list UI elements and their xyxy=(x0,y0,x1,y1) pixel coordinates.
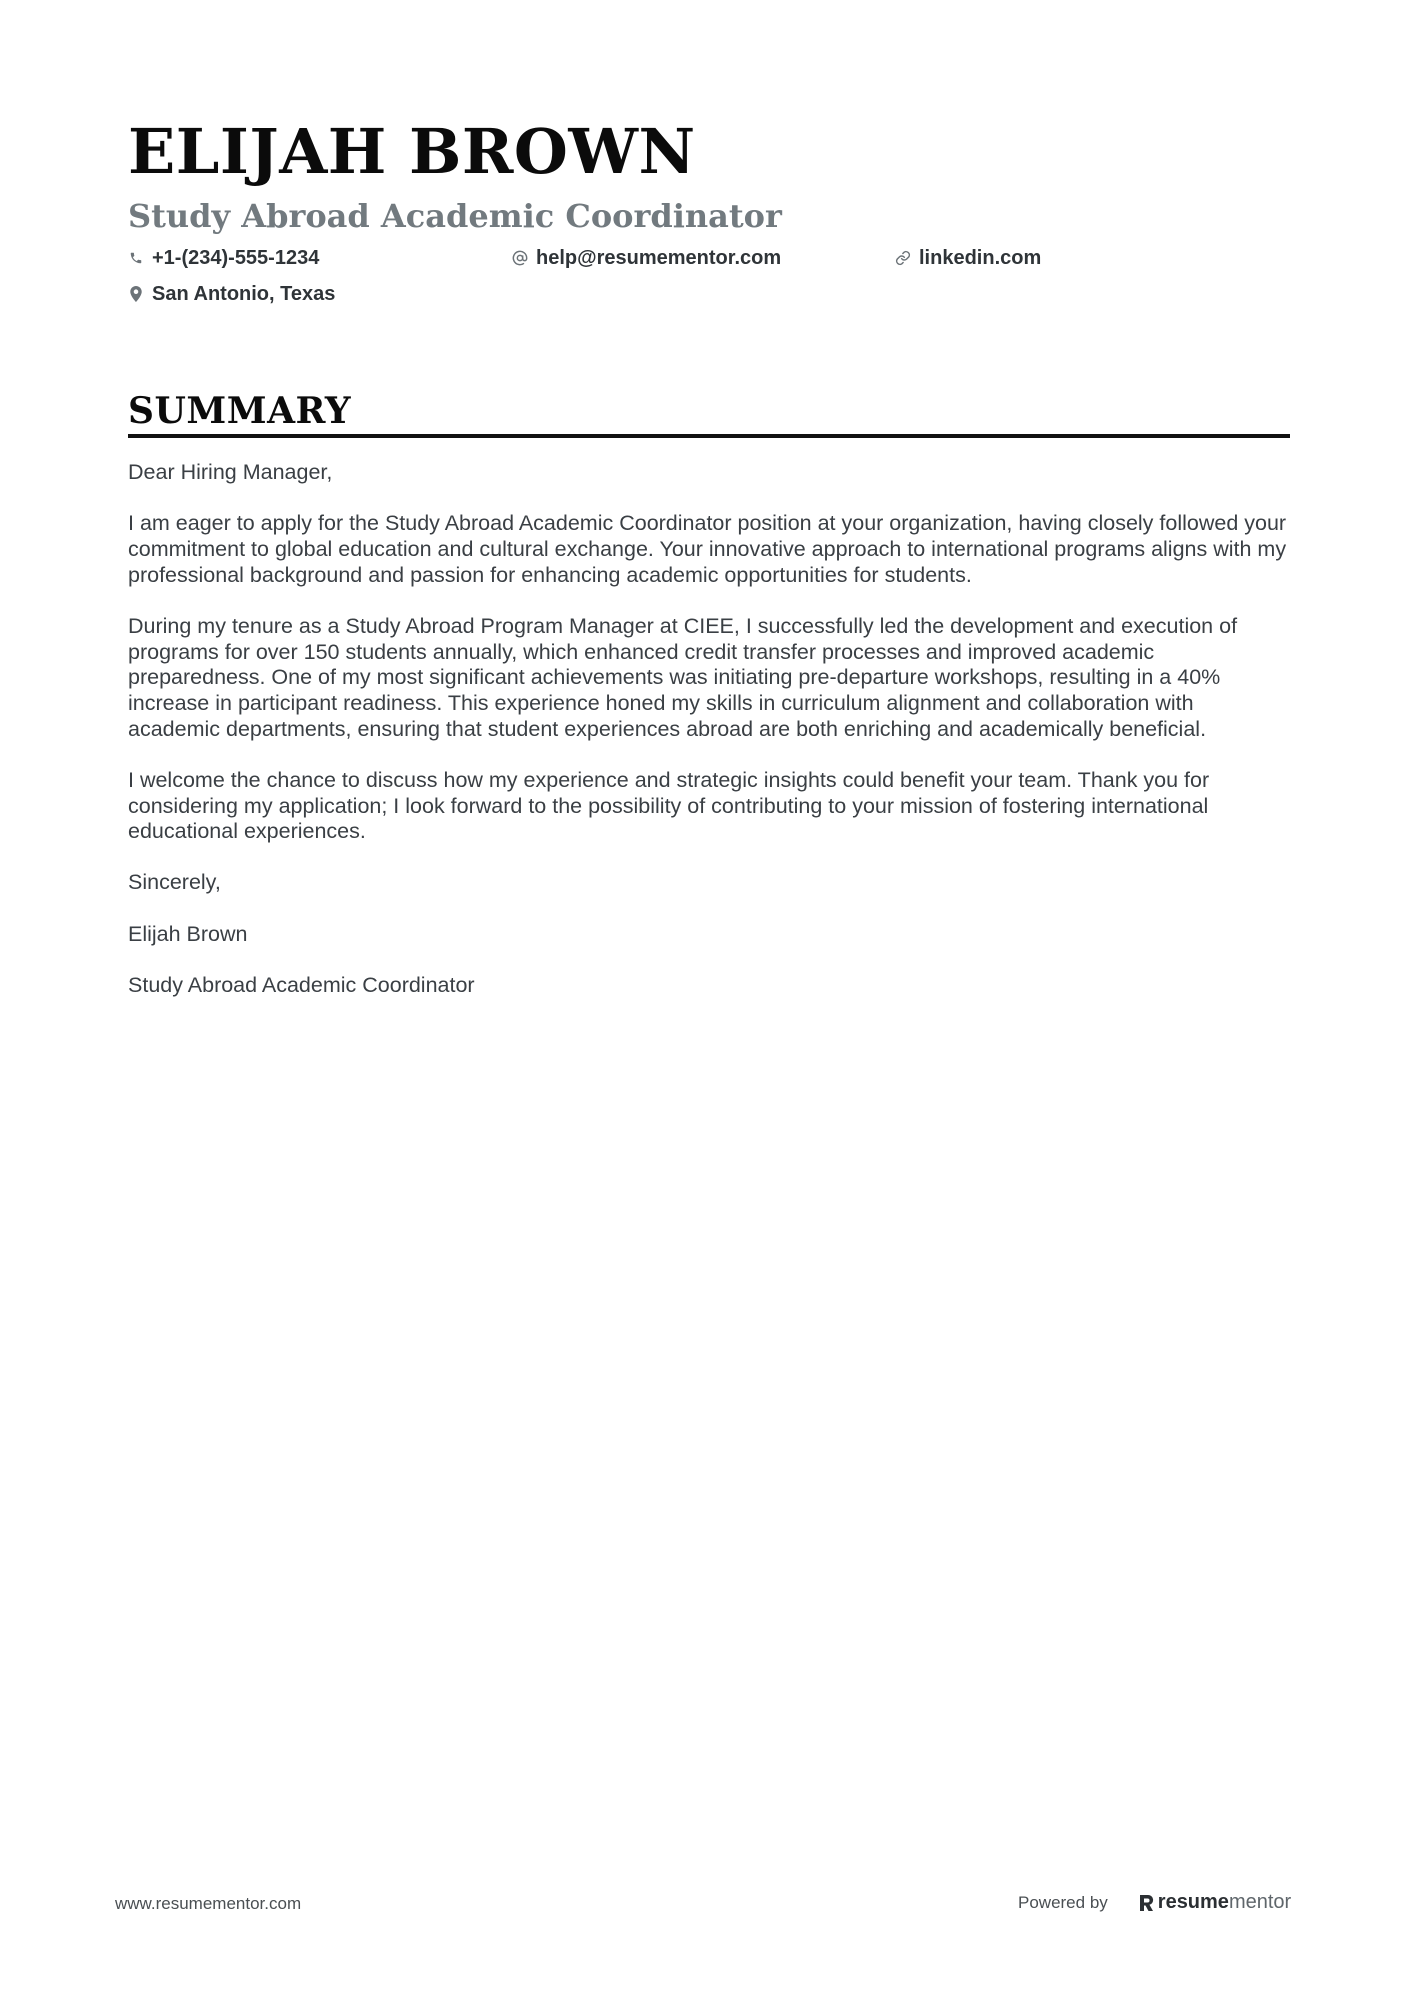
contact-info xyxy=(128,244,1290,316)
resumementor-logo-icon xyxy=(1138,1893,1154,1913)
contact-phone xyxy=(128,244,319,272)
section-heading: SUMMARY xyxy=(128,390,352,432)
phone-number: +1-(234)-555-1234 xyxy=(152,247,320,269)
letter-paragraph: I welcome the chance to discuss how my experience and strategic insights could benefit your team. Thank you for considering my application; I look forward to the possibility of contributing to your mission of fostering international educational experiences. xyxy=(128,767,1210,844)
letter-paragraph: I am eager to apply for the Study Abroad Academic Coordinator position at your organization, having closely followed your commitment to global education and cultural exchange. Your innovative approach to international programs aligns with my professional background and passion for enhancing academic opportunities for students. xyxy=(128,511,1287,587)
header xyxy=(128,112,1290,316)
location-pin-icon xyxy=(128,286,144,302)
at-icon xyxy=(512,250,528,266)
job-title: Study Abroad Academic Coordinator xyxy=(128,197,782,235)
contact-email xyxy=(512,244,781,272)
linkedin-link[interactable]: linkedin.com xyxy=(919,247,1042,269)
summary-section xyxy=(128,388,1290,1024)
salutation: Dear Hiring Manager, xyxy=(128,460,333,484)
signature-name: Elijah Brown xyxy=(128,921,248,946)
brand-logo[interactable] xyxy=(1138,1891,1291,1914)
link-icon xyxy=(895,250,911,266)
email-address[interactable]: help@resumementor.com xyxy=(536,247,782,269)
section-divider xyxy=(128,434,1290,438)
contact-linkedin xyxy=(895,244,1041,272)
letter-body xyxy=(128,460,1290,999)
location-text: San Antonio, Texas xyxy=(152,283,336,305)
closing: Sincerely, xyxy=(128,870,221,895)
footer-url[interactable]: www.resumementor.com xyxy=(115,1894,302,1913)
powered-by-label: Powered by xyxy=(1018,1892,1108,1912)
signature-title: Study Abroad Academic Coordinator xyxy=(128,972,475,997)
powered-by xyxy=(1018,1891,1291,1914)
candidate-name: ELIJAH BROWN xyxy=(128,115,696,188)
contact-location xyxy=(128,280,335,308)
brand-name-bold: resume xyxy=(1157,1891,1229,1913)
letter-paragraph: During my tenure as a Study Abroad Program Manager at CIEE, I successfully led the development and execution of programs for over 150 students annually, which enhanced credit transfer processes and improved academic preparedness. One of my most significant achievements was initiating pre-departure workshops, resulting in a 40% increase in participant readiness. This experience honed my skills in curriculum alignment and collaboration with academic departments, ensuring that student experiences abroad are both enriching and academically beneficial. xyxy=(128,613,1238,741)
phone-icon xyxy=(128,250,144,266)
brand-name-light: mentor xyxy=(1228,1891,1292,1913)
